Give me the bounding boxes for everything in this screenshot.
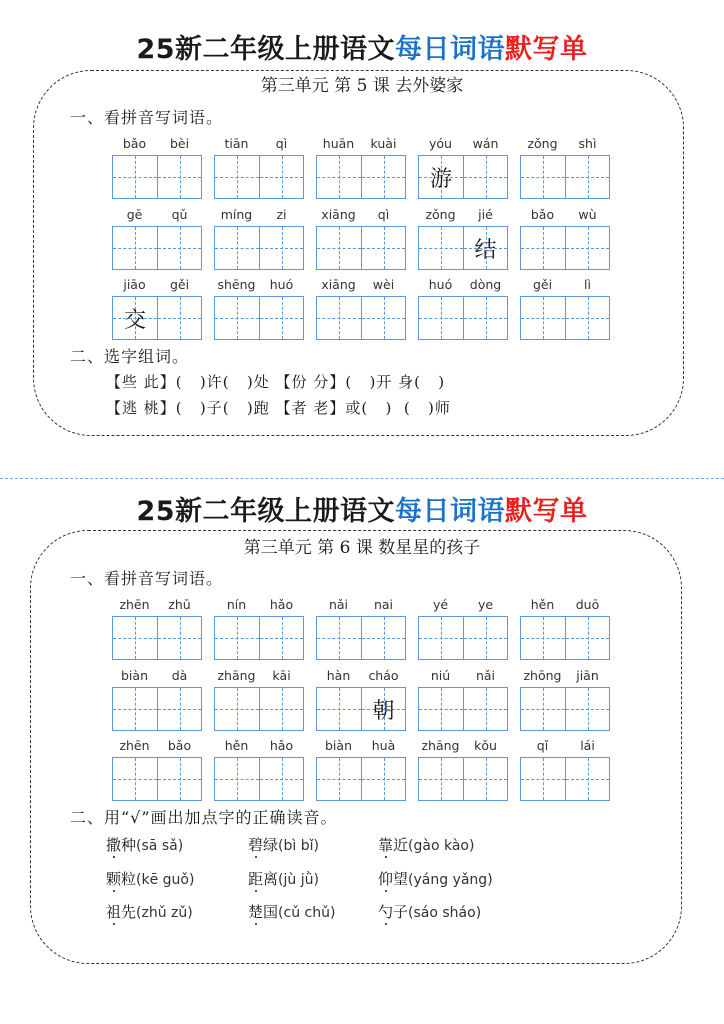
- word-rest: 国: [263, 903, 279, 921]
- section-reading-heading: 二、用“√”画出加点字的正确读音。: [70, 808, 338, 827]
- writing-cell[interactable]: [317, 758, 361, 800]
- dotted-character: 勺: [378, 903, 394, 921]
- writing-cell[interactable]: [215, 156, 259, 198]
- dotted-character: 祖: [106, 903, 122, 921]
- pinyin-label: shì: [578, 136, 597, 151]
- title-red-part: 默写单: [505, 34, 588, 65]
- writing-cell[interactable]: [419, 227, 463, 269]
- prefilled-character: [158, 617, 201, 659]
- writing-cell[interactable]: [361, 227, 405, 269]
- writing-box-group: [316, 296, 406, 340]
- prefilled-character: [566, 758, 609, 800]
- writing-cell[interactable]: [463, 758, 507, 800]
- writing-cell[interactable]: [521, 758, 565, 800]
- prefilled-character: [521, 688, 565, 730]
- prefilled-character: [521, 297, 565, 339]
- pinyin-label: jié: [478, 207, 493, 222]
- writing-cell[interactable]: [317, 617, 361, 659]
- pinyin-label: biàn: [121, 668, 148, 683]
- word-rest: 粒: [121, 870, 137, 888]
- writing-cell[interactable]: [259, 297, 303, 339]
- pinyin-options[interactable]: (jù jǜ): [278, 872, 319, 888]
- word-rest: 望: [393, 870, 409, 888]
- pinyin-label: nín: [226, 597, 247, 612]
- prefilled-character: 朝: [372, 698, 395, 724]
- pinyin-label: wèi: [372, 277, 395, 292]
- pinyin-label: gē: [126, 207, 143, 222]
- pinyin-label: kǒu: [474, 738, 497, 753]
- writing-box-group: [520, 757, 610, 801]
- writing-cell[interactable]: [113, 758, 157, 800]
- writing-cell[interactable]: [113, 227, 157, 269]
- writing-cell[interactable]: [521, 688, 565, 730]
- writing-cell[interactable]: [157, 688, 201, 730]
- writing-box-group: [520, 155, 610, 199]
- writing-box-group: [214, 226, 304, 270]
- prefilled-character: [158, 758, 201, 800]
- prefilled-character: [158, 297, 201, 339]
- pinyin-label: zhōng: [523, 668, 562, 683]
- pinyin-label: qǐ: [536, 738, 549, 753]
- title-blue-part: 每日词语: [395, 34, 506, 65]
- dotted-character: 仰: [378, 870, 394, 888]
- word-rest: 近: [393, 836, 409, 854]
- pinyin-label: zǒng: [527, 136, 558, 151]
- pinyin-label: bǎo: [122, 136, 147, 151]
- prefilled-character: [317, 617, 361, 659]
- writing-cell[interactable]: [259, 617, 303, 659]
- pinyin-label: nai: [373, 597, 394, 612]
- writing-cell[interactable]: [463, 688, 507, 730]
- prefilled-character: [215, 156, 259, 198]
- pinyin-label: hěn: [530, 597, 555, 612]
- writing-box-group: [112, 757, 202, 801]
- writing-box-group: [316, 687, 406, 731]
- writing-cell[interactable]: [215, 758, 259, 800]
- pinyin-label: jiān: [576, 668, 599, 683]
- writing-cell[interactable]: [215, 688, 259, 730]
- writing-cell[interactable]: [113, 617, 157, 659]
- prefilled-character: [464, 688, 507, 730]
- pinyin-label: dòng: [469, 277, 502, 292]
- writing-cell[interactable]: [463, 297, 507, 339]
- writing-cell[interactable]: [419, 758, 463, 800]
- reading-choice-item[interactable]: [378, 869, 493, 890]
- writing-box-group: [214, 687, 304, 731]
- pinyin-label: nǎi: [475, 668, 496, 683]
- pinyin-label: gěi: [532, 277, 553, 292]
- writing-box-group: [112, 687, 202, 731]
- reading-choice-item[interactable]: [378, 902, 481, 923]
- title-black-part: 25新二年级上册语文: [136, 34, 396, 65]
- prefilled-character: [521, 227, 565, 269]
- writing-box-group: [418, 155, 508, 199]
- writing-box-group: [112, 155, 202, 199]
- prefilled-character: [566, 617, 609, 659]
- pinyin-label: míng: [220, 207, 253, 222]
- prefilled-character: [113, 758, 157, 800]
- writing-cell[interactable]: [113, 688, 157, 730]
- prefilled-character: [215, 758, 259, 800]
- lesson-heading: 第三单元 第 6 课 数星星的孩子: [243, 538, 481, 558]
- writing-cell[interactable]: [259, 156, 303, 198]
- prefilled-character: [419, 758, 463, 800]
- pinyin-label: huó: [428, 277, 453, 292]
- prefilled-character: [362, 227, 405, 269]
- writing-cell[interactable]: [463, 156, 507, 198]
- prefilled-character: [362, 156, 405, 198]
- writing-cell[interactable]: [113, 156, 157, 198]
- writing-cell[interactable]: [317, 688, 361, 730]
- writing-cell[interactable]: [361, 688, 405, 730]
- reading-choice-item[interactable]: [248, 869, 319, 890]
- writing-cell[interactable]: [361, 297, 405, 339]
- writing-cell[interactable]: [361, 758, 405, 800]
- pinyin-label: hàn: [326, 668, 351, 683]
- writing-box-group: [418, 226, 508, 270]
- pinyin-label: cháo: [368, 668, 399, 683]
- writing-box-group: [316, 757, 406, 801]
- pinyin-label: ye: [477, 597, 494, 612]
- pinyin-label: lì: [584, 277, 591, 292]
- lesson-heading: 第三单元 第 5 课 去外婆家: [260, 76, 464, 96]
- worksheet-title: [0, 33, 724, 67]
- pinyin-options[interactable]: (sā sǎ): [136, 838, 184, 854]
- prefilled-character: [215, 297, 259, 339]
- writing-box-group: [214, 616, 304, 660]
- writing-box-group: [316, 226, 406, 270]
- writing-cell[interactable]: [259, 227, 303, 269]
- writing-cell[interactable]: [361, 617, 405, 659]
- prefilled-character: [260, 758, 303, 800]
- pinyin-label: kāi: [272, 668, 291, 683]
- writing-box-group: [316, 616, 406, 660]
- prefilled-character: [419, 688, 463, 730]
- reading-choice-item[interactable]: [378, 835, 474, 856]
- pinyin-label: niú: [430, 668, 451, 683]
- writing-cell[interactable]: [317, 227, 361, 269]
- writing-cell[interactable]: [317, 297, 361, 339]
- worksheet-title: [0, 495, 724, 529]
- writing-box-group: [418, 687, 508, 731]
- pinyin-label: biàn: [325, 738, 352, 753]
- pinyin-label: duō: [575, 597, 600, 612]
- writing-cell[interactable]: [157, 617, 201, 659]
- prefilled-character: [260, 297, 303, 339]
- pinyin-options[interactable]: (bì bǐ): [278, 838, 319, 854]
- reading-choice-item[interactable]: [106, 869, 194, 890]
- writing-cell[interactable]: [419, 617, 463, 659]
- writing-cell[interactable]: [463, 617, 507, 659]
- prefilled-character: [158, 688, 201, 730]
- pinyin-label: dà: [171, 668, 188, 683]
- prefilled-character: [317, 227, 361, 269]
- pinyin-label: wù: [578, 207, 597, 222]
- dotted-character: 距: [248, 870, 264, 888]
- writing-cell[interactable]: [521, 227, 565, 269]
- writing-cell[interactable]: [419, 297, 463, 339]
- writing-box-group: [520, 296, 610, 340]
- writing-cell[interactable]: [565, 227, 609, 269]
- writing-cell[interactable]: [317, 156, 361, 198]
- pinyin-label: hǎo: [269, 738, 294, 753]
- pinyin-label: zhū: [168, 597, 191, 612]
- writing-box-group: [418, 296, 508, 340]
- pinyin-label: zhāng: [421, 738, 460, 753]
- prefilled-character: [113, 156, 157, 198]
- writing-cell[interactable]: [565, 297, 609, 339]
- pinyin-label: hǎo: [269, 597, 294, 612]
- writing-cell[interactable]: [419, 688, 463, 730]
- fill-line-1: 【些 此】( )许( )处 【份 分】( )开 身( ): [106, 373, 446, 391]
- pinyin-label: lái: [580, 738, 595, 753]
- prefilled-character: [158, 227, 201, 269]
- dotted-character: 碧: [248, 836, 264, 854]
- pinyin-label: tiān: [224, 136, 249, 151]
- pinyin-label: huà: [371, 738, 396, 753]
- pinyin-label: zi: [276, 207, 287, 222]
- prefilled-character: [317, 758, 361, 800]
- pinyin-label: zǒng: [425, 207, 456, 222]
- writing-cell[interactable]: [157, 758, 201, 800]
- writing-cell[interactable]: [113, 297, 157, 339]
- pinyin-label: yé: [432, 597, 449, 612]
- writing-box-group: [112, 226, 202, 270]
- word-rest: 种: [121, 836, 137, 854]
- writing-cell[interactable]: [565, 617, 609, 659]
- prefilled-character: [419, 227, 463, 269]
- prefilled-character: [113, 688, 157, 730]
- reading-choice-item[interactable]: [106, 902, 193, 923]
- prefilled-character: [521, 617, 565, 659]
- prefilled-character: [113, 227, 157, 269]
- pinyin-label: qǔ: [171, 207, 188, 222]
- prefilled-character: [362, 297, 405, 339]
- writing-cell[interactable]: [259, 758, 303, 800]
- prefilled-character: [566, 297, 609, 339]
- writing-cell[interactable]: [157, 297, 201, 339]
- writing-cell[interactable]: [521, 156, 565, 198]
- pinyin-label: xiāng: [321, 277, 356, 292]
- prefilled-character: [260, 688, 303, 730]
- writing-box-group: [316, 155, 406, 199]
- prefilled-character: [419, 617, 463, 659]
- prefilled-character: [419, 297, 463, 339]
- writing-cell[interactable]: [521, 617, 565, 659]
- pinyin-label: qì: [275, 136, 288, 151]
- prefilled-character: 游: [429, 166, 452, 192]
- pinyin-label: huān: [322, 136, 355, 151]
- pinyin-options[interactable]: (zhǔ zǔ): [136, 905, 193, 921]
- writing-cell[interactable]: [157, 227, 201, 269]
- writing-cell[interactable]: [565, 156, 609, 198]
- prefilled-character: [215, 617, 259, 659]
- prefilled-character: [521, 156, 565, 198]
- writing-box-group: [520, 687, 610, 731]
- pinyin-options[interactable]: (cǔ chǔ): [278, 905, 336, 921]
- dotted-character: 撒: [106, 836, 122, 854]
- prefilled-character: [566, 688, 609, 730]
- writing-box-group: [418, 757, 508, 801]
- pinyin-label: jiāo: [123, 277, 146, 292]
- prefilled-character: [317, 156, 361, 198]
- prefilled-character: [113, 617, 157, 659]
- writing-cell[interactable]: [215, 617, 259, 659]
- writing-box-group: [112, 296, 202, 340]
- fill-line-2: 【逃 桃】( )子( )跑 【者 老】或( ) ( )师: [106, 399, 451, 417]
- reading-choice-item[interactable]: [106, 835, 183, 856]
- prefilled-character: [362, 758, 405, 800]
- writing-box-group: [112, 616, 202, 660]
- prefilled-character: [260, 227, 303, 269]
- writing-cell[interactable]: [157, 156, 201, 198]
- section-pinyin-heading: 一、看拼音写词语。: [70, 569, 224, 588]
- writing-box-group: [520, 226, 610, 270]
- pinyin-label: xiāng: [321, 207, 356, 222]
- pinyin-label: bèi: [169, 136, 190, 151]
- pinyin-options[interactable]: (kē guǒ): [136, 872, 195, 888]
- prefilled-character: [215, 688, 259, 730]
- writing-cell[interactable]: [565, 688, 609, 730]
- prefilled-character: 结: [474, 237, 497, 263]
- page-separator: [0, 478, 724, 479]
- pinyin-options[interactable]: (gào kào): [408, 838, 475, 854]
- prefilled-character: [521, 758, 565, 800]
- prefilled-character: [566, 227, 609, 269]
- dotted-character: 颗: [106, 870, 122, 888]
- prefilled-character: [566, 156, 609, 198]
- writing-cell[interactable]: [521, 297, 565, 339]
- pinyin-label: bǎo: [167, 738, 192, 753]
- title-black-part: 25新二年级上册语文: [136, 496, 396, 527]
- dotted-character: 靠: [378, 836, 394, 854]
- pinyin-label: kuài: [370, 136, 397, 151]
- pinyin-label: gěi: [169, 277, 190, 292]
- pinyin-label: bǎo: [530, 207, 555, 222]
- reading-choice-item[interactable]: [248, 835, 319, 856]
- writing-cell[interactable]: [215, 227, 259, 269]
- writing-cell[interactable]: [463, 227, 507, 269]
- pinyin-label: wán: [472, 136, 499, 151]
- pinyin-label: nǎi: [328, 597, 349, 612]
- pinyin-label: qì: [377, 207, 390, 222]
- pinyin-label: hěn: [224, 738, 249, 753]
- title-blue-part: 每日词语: [395, 496, 506, 527]
- word-rest: 子: [393, 903, 409, 921]
- reading-choice-item[interactable]: [248, 902, 335, 923]
- writing-cell[interactable]: [215, 297, 259, 339]
- prefilled-character: [215, 227, 259, 269]
- prefilled-character: [317, 688, 361, 730]
- pinyin-label: yóu: [429, 136, 452, 151]
- section-choose-heading: 二、选字组词。: [70, 347, 190, 366]
- writing-cell[interactable]: [361, 156, 405, 198]
- prefilled-character: [260, 617, 303, 659]
- writing-box-group: [214, 296, 304, 340]
- word-rest: 离: [263, 870, 279, 888]
- prefilled-character: [158, 156, 201, 198]
- word-rest: 先: [121, 903, 137, 921]
- pinyin-label: shēng: [217, 277, 256, 292]
- prefilled-character: 交: [123, 307, 146, 333]
- pinyin-label: zhēn: [119, 738, 150, 753]
- prefilled-character: [464, 758, 507, 800]
- writing-cell[interactable]: [565, 758, 609, 800]
- writing-box-group: [214, 757, 304, 801]
- pinyin-label: zhāng: [217, 668, 256, 683]
- pinyin-options[interactable]: (sáo sháo): [408, 905, 482, 921]
- prefilled-character: [464, 156, 507, 198]
- prefilled-character: [464, 297, 507, 339]
- writing-cell[interactable]: [419, 156, 463, 198]
- title-red-part: 默写单: [505, 496, 588, 527]
- prefilled-character: [260, 156, 303, 198]
- writing-box-group: [520, 616, 610, 660]
- dotted-character: 楚: [248, 903, 264, 921]
- prefilled-character: [362, 617, 405, 659]
- word-rest: 绿: [263, 836, 279, 854]
- pinyin-label: huó: [269, 277, 294, 292]
- writing-box-group: [418, 616, 508, 660]
- prefilled-character: [317, 297, 361, 339]
- pinyin-options[interactable]: (yáng yǎng): [408, 872, 493, 888]
- writing-cell[interactable]: [259, 688, 303, 730]
- section-pinyin-heading: 一、看拼音写词语。: [70, 108, 224, 127]
- prefilled-character: [464, 617, 507, 659]
- pinyin-label: zhēn: [119, 597, 150, 612]
- writing-box-group: [214, 155, 304, 199]
